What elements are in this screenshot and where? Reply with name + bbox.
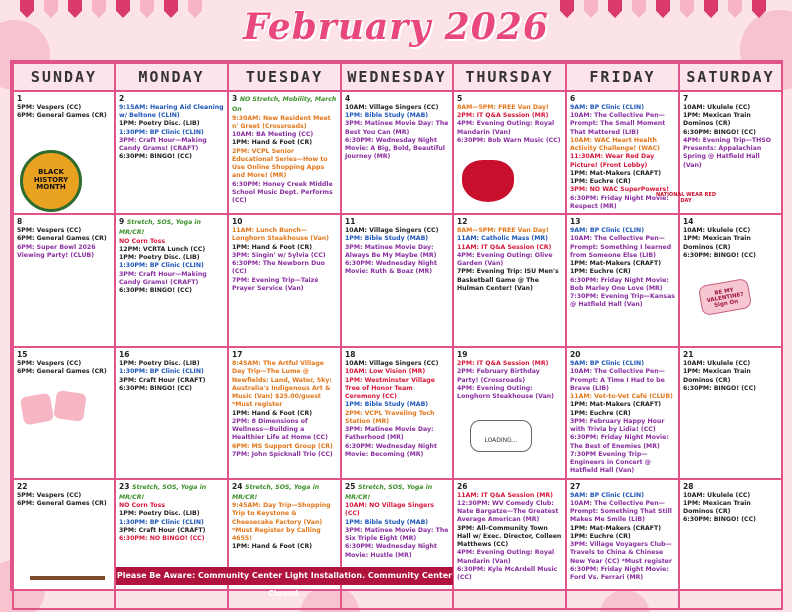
day-number-text: 12: [457, 217, 468, 227]
event-item: 10AM: Village Singers (CC): [345, 103, 439, 111]
day-number-text: 23: [119, 481, 130, 491]
event-item: 1PM: Hand & Foot (CR): [232, 243, 313, 251]
day-cell: [566, 214, 679, 347]
day-number: [232, 350, 337, 360]
event-item: 6:30PM: Wednesday Night Movie: Ruth & Boaz (MR): [345, 260, 437, 276]
day-cell: [115, 347, 228, 478]
day-number-text: 26: [457, 481, 468, 491]
event-item: 6:30PM: Kyle McArdell Music (CC): [457, 565, 558, 582]
event-item: 3PM: Craft Hour—Making Candy Grams! (CRAFT): [119, 270, 207, 286]
day-note: Stretch, SOS, Yoga in MR/CR!: [119, 219, 201, 237]
day-cell: [453, 479, 566, 609]
wear-red-day-logo: NATIONAL WEAR RED DAY: [656, 192, 716, 204]
event-item: 5PM: Vespers (CC): [17, 227, 82, 235]
day-cell: [566, 347, 679, 478]
day-cell: [228, 214, 341, 347]
event-item: 6:30PM: NO BINGO! (CC): [119, 535, 205, 543]
event-item: 11AM: IT Q&A Session (CR): [457, 243, 552, 251]
day-number-text: 28: [683, 481, 694, 491]
day-number-text: 11: [345, 217, 356, 227]
event-item: 1PM: Mat-Makers (CRAFT): [570, 524, 662, 532]
event-item: 9:30AM: New Resident Meet n' Greet (Crossroads): [232, 114, 331, 130]
event-item: 6:30PM: Wednesday Night Movie: Becoming (MR): [345, 442, 437, 458]
day-note: Stretch, SOS, Yoga in MR/CR!: [232, 483, 320, 501]
event-item: 5PM: Vespers (CC): [17, 103, 82, 111]
day-cell: [115, 214, 228, 347]
calendar-grid: [12, 62, 783, 610]
loading-hearts-image: LOADING...: [470, 420, 532, 452]
day-number-text: 17: [232, 350, 243, 360]
day-cell: [228, 347, 341, 478]
black-history-badge: BLACK HISTORY MONTH: [20, 150, 82, 212]
event-item: 3PM: Craft Hour (CRAFT): [119, 526, 206, 534]
day-number: [232, 482, 337, 503]
day-cell: [115, 91, 228, 214]
day-number: [570, 350, 675, 360]
day-number-text: 14: [683, 217, 694, 227]
event-item: 10AM: Ukulele (CC): [683, 491, 751, 499]
day-number: [345, 94, 449, 104]
event-item: 6:30PM: The Newborn Duo (CC): [232, 260, 325, 276]
day-number-text: 9: [119, 217, 125, 227]
event-item: 6:30PM: BINGO! (CC): [119, 287, 192, 295]
day-number: [570, 482, 675, 492]
event-item: 2PM: IT Q&A Session (MR): [457, 360, 549, 368]
heart-cookie-image: [20, 393, 54, 426]
day-number-text: 15: [17, 350, 28, 360]
event-item: 3PM: All-Community Town Hall w/ Exec. Director, Colleen Matthews (CC): [457, 524, 562, 549]
day-number-text: 16: [119, 350, 130, 360]
day-number: [345, 482, 449, 503]
event-item: 10AM: NO Village Singers (CC): [345, 502, 435, 518]
day-number-text: 4: [345, 94, 351, 103]
event-item: 6:30PM: Bob Warn Music (CC): [457, 136, 561, 144]
event-item: 8AM—5PM: FREE Van Day!: [457, 103, 549, 111]
event-item: 4PM: Evening Outing: Longhorn Steakhouse (Van): [457, 384, 554, 401]
day-number: [457, 350, 562, 360]
event-item: 1PM: Poetry Disc. (LIB): [119, 120, 200, 128]
event-item: 2PM: VCPL Traveling Tech Station (MR): [345, 409, 435, 425]
day-number-text: 1: [17, 94, 23, 103]
event-item: 1PM: Hand & Foot (CR): [232, 139, 313, 147]
day-number-text: 21: [683, 350, 694, 360]
day-number-text: 25: [345, 481, 356, 491]
calendar-title: February 2026: [243, 6, 549, 48]
event-item: 6:30PM: BINGO! (CC): [119, 153, 192, 161]
event-item: 10AM: The Collective Pen—Prompt: A Time I Had to be Brave (LIB): [570, 368, 665, 392]
event-item: 9AM: BP Clinic (CLIN): [570, 103, 645, 111]
event-item: 6:30PM: BINGO! (CC): [683, 251, 756, 259]
day-cell: [566, 479, 679, 609]
event-item: 6:30PM: BINGO! (CC): [119, 384, 192, 392]
event-item: 5PM: Vespers (CC): [17, 491, 82, 499]
day-cell: [228, 91, 341, 214]
day-number-text: 13: [570, 217, 581, 227]
day-note: Stretch, SOS, Yoga in MR/CR!: [119, 483, 207, 501]
event-item: 4PM: Evening Outing: Olive Garden (Van): [457, 251, 553, 268]
event-item: NO Corn Toss: [119, 237, 166, 245]
event-item: 1PM: Bible Study (MAB): [345, 235, 429, 243]
day-cell: [453, 347, 566, 478]
weekday-header: SUNDAY: [13, 63, 115, 91]
event-item: 6:30PM: Friday Night Movie: Respect (MR): [570, 194, 669, 210]
event-item: 8:45AM: The Artful Village Day Trip—The Lume @ Newfields: Land, Water, Sky: Australia's Indigenous Art & Music (Van) $25.00/guest *Must register: [232, 360, 332, 409]
event-item: 7:30PM: Evening Trip—Kansas @ Hatfield Hall (Van): [570, 293, 675, 309]
event-item: 1PM: Euchre (CR): [570, 409, 631, 417]
event-item: 1PM: Poetry Disc. (LIB): [119, 360, 200, 368]
event-item: 11AM: Vet-to-Vet Café (CLUB): [570, 393, 673, 401]
event-item: 10AM: BA Meeting (CC): [232, 131, 314, 138]
event-item: 1PM: Hand & Foot (CR): [232, 543, 313, 551]
event-item: 4PM: Evening Trip—THSO Presents: Appalachian Spring @ Hatfield Hall (Van): [683, 136, 772, 169]
day-number: [345, 217, 449, 227]
week-row: [13, 479, 782, 609]
event-item: 9:45AM: Day Trip—Shopping Trip to Keystone & Cheesecake Factory (Van) *Must Register by Calling 4655!: [232, 502, 331, 543]
weekday-header: SATURDAY: [679, 63, 782, 91]
day-number: [17, 482, 111, 492]
day-cell: [341, 214, 453, 347]
event-item: 3PM: Matinee Movie Day: Fatherhood (MR): [345, 426, 434, 442]
day-number-text: 27: [570, 481, 581, 491]
weekday-header: MONDAY: [115, 63, 228, 91]
weekday-header: TUESDAY: [228, 63, 341, 91]
day-number-text: 7: [683, 94, 689, 103]
event-item: 1PM: Mat-Makers (CRAFT): [570, 260, 662, 268]
day-number: [119, 350, 224, 360]
week-row: [13, 214, 782, 347]
day-cell: [679, 347, 782, 478]
event-item: 1PM: Euchre (CR): [570, 532, 631, 540]
event-item: 1PM: Euchre (CR): [570, 178, 631, 186]
event-item: 6PM: General Games (CR): [17, 499, 107, 507]
day-number-text: 20: [570, 350, 581, 360]
day-number: [683, 350, 778, 360]
day-number-text: 2: [119, 94, 125, 103]
day-number: [17, 94, 111, 104]
event-item: 1:30PM: BP Clinic (CLIN): [119, 262, 204, 270]
event-item: 10AM: WAC Heart Health Activity Challenge! (WAC): [570, 136, 660, 153]
event-item: 1PM: Bible Study (MAB): [345, 112, 429, 120]
day-number: [345, 350, 449, 360]
event-item: 3PM: Craft Hour (CRAFT): [119, 376, 206, 384]
day-number-text: 10: [232, 217, 243, 227]
event-item: 1:30PM: BP Clinic (CLIN): [119, 368, 204, 376]
event-item: 7PM: John Spicknall Trio (CC): [232, 450, 333, 458]
event-item: 6PM: General Games (CR): [17, 235, 107, 243]
event-item: 10AM: Ukulele (CC): [683, 360, 751, 368]
event-item: 6:30PM: Wednesday Night Movie: A Big, Bold, Beautiful Journey (MR): [345, 136, 445, 161]
event-item: 1PM: Mexican Train Dominos (CR): [683, 112, 751, 128]
event-item: 7:30PM Evening Trip—Engineers in Concert @ Hatfield Hall (Van): [570, 450, 651, 475]
heart-cookie-image: [53, 390, 87, 422]
event-item: 6:30PM: BINGO! (CC): [683, 516, 756, 524]
event-item: 1PM: Hand & Foot (CR): [232, 409, 313, 417]
chocolate-box-image: [462, 160, 514, 202]
day-number-text: 8: [17, 217, 23, 227]
event-item: 3PM: Matinee Movie Day: Always Be My Maybe (MR): [345, 243, 437, 259]
day-cell: [341, 91, 453, 214]
event-item: 10AM: The Collective Pen—Prompt: Something I learned from Someone Else (LIB): [570, 235, 672, 259]
day-note: Stretch, SOS, Yoga in MR/CR!: [345, 483, 433, 501]
day-number: [232, 217, 337, 227]
day-number-text: 24: [232, 481, 243, 491]
event-item: 8AM—5PM: FREE Van Day!: [457, 227, 549, 235]
weekday-header: THURSDAY: [453, 63, 566, 91]
calendar-frame: [10, 60, 783, 591]
event-item: 3PM: Village Voyagers Club—Travels to China & Chinese New Year (CC) *Must register: [570, 541, 672, 565]
event-item: 3PM: NO WAC SuperPowers!: [570, 186, 670, 194]
day-number: [457, 94, 562, 104]
event-item: 1PM: Westminster Village Tree of Honor Team Ceremony (CC): [345, 376, 435, 401]
event-item: 12PM: VCRTA Lunch (CC): [119, 245, 206, 253]
event-item: 3PM: February Happy Hour with Trivia by Lidia! (CC): [570, 417, 665, 434]
event-item: 10AM: The Collective Pen—Prompt: The Small Moment That Mattered (LIB): [570, 112, 666, 136]
day-cell: [13, 214, 115, 347]
event-item: 11AM: Catholic Mass (MR): [457, 235, 549, 243]
day-number: [17, 217, 111, 227]
day-note: NO Stretch, Mobility, March On: [232, 96, 337, 114]
day-number: [457, 482, 562, 492]
day-number: [570, 94, 675, 104]
event-item: 1PM: Mexican Train Dominos (CR): [683, 368, 751, 384]
event-item: 3PM: Matinee Movie Day: The Best You Can (MR): [345, 120, 449, 136]
day-number: [119, 94, 224, 104]
event-item: 11AM: Lunch Bunch—Longhorn Steakhouse (Van): [232, 227, 329, 243]
candy-heart-image: BE MY VALENTINE? Sign On: [698, 278, 752, 316]
event-item: NO Corn Toss: [119, 502, 166, 510]
event-item: 1PM: Mat-Makers (CRAFT): [570, 169, 662, 177]
event-item: 1PM: Bible Study (MAB): [345, 518, 429, 526]
event-item: 10AM: Village Singers (CC): [345, 227, 439, 235]
couple-on-bench-image: [30, 540, 105, 580]
event-item: 9AM: BP Clinic (CLIN): [570, 227, 645, 235]
event-item: 1PM: Poetry Disc. (LIB): [119, 510, 200, 518]
day-number: [683, 217, 778, 227]
day-number: [17, 350, 111, 360]
closure-notice: Please Be Aware: Community Center Light Installation. Community Center Closed.: [116, 567, 453, 585]
event-item: 6:30PM: BINGO! (CC): [683, 128, 756, 136]
event-item: 3PM: Singin' w/ Sylvia (CC): [232, 251, 326, 259]
day-number-text: 18: [345, 350, 356, 360]
event-item: 6:30PM: BINGO! (CC): [683, 384, 756, 392]
event-item: 2PM: February Birthday Party! (Crossroads): [457, 368, 540, 384]
event-item: 1:30PM: BP Clinic (CLIN): [119, 128, 204, 136]
event-item: 3PM: Matinee Movie Day: The Six Triple Eight (MR): [345, 526, 449, 543]
day-number: [119, 217, 224, 238]
day-cell: [115, 479, 228, 609]
event-item: 9:15AM: Hearing Aid Cleaning w/ Beltone (CLIN): [119, 103, 224, 120]
event-item: 1PM: Bible Study (MAB): [345, 401, 429, 409]
event-item: 2PM: IT Q&A Session (MR): [457, 112, 549, 120]
event-item: 12:30PM: WV Comedy Club: Nate Bargatze—The Greatest Average American (MR): [457, 499, 559, 524]
event-item: 9AM: BP Clinic (CLIN): [570, 360, 645, 368]
event-item: 4PM: Evening Outing: Royal Mandarin (Van): [457, 120, 555, 136]
event-item: 1PM: Euchre (CR): [570, 268, 631, 276]
day-cell: [341, 347, 453, 478]
day-number: [683, 94, 778, 104]
event-item: 6:30PM: Wednesday Night Movie: Hustle (MR): [345, 543, 437, 559]
event-item: 1:30PM: BP Clinic (CLIN): [119, 518, 204, 526]
event-item: 4PM: Evening Outing: Royal Mandarin (Van): [457, 549, 555, 565]
day-number: [119, 482, 224, 503]
event-item: 1PM: Mexican Train Dominos (CR): [683, 235, 751, 251]
day-number-text: 3: [232, 94, 238, 103]
event-item: 3PM: Craft Hour—Making Candy Grams! (CRAFT): [119, 136, 207, 153]
event-item: 2PM: 8 Dimensions of Wellness—Building a Healthier Life at Home (CC): [232, 417, 328, 442]
event-item: 6:30PM: Friday Night Movie: The Best of Enemies (MR): [570, 434, 669, 450]
event-item: 10AM: Village Singers (CC): [345, 360, 439, 368]
week-row: [13, 347, 782, 478]
day-number-text: 5: [457, 94, 463, 103]
event-item: 9AM: BP Clinic (CLIN): [570, 491, 645, 499]
event-item: 11AM: IT Q&A Session (MR): [457, 491, 553, 499]
event-item: 6PM: General Games (CR): [17, 368, 107, 376]
weekday-header: WEDNESDAY: [341, 63, 453, 91]
event-item: 10AM: Ukulele (CC): [683, 227, 751, 235]
event-item: 10AM: Low Vision (MR): [345, 368, 426, 376]
day-number: [683, 482, 778, 492]
event-item: 1PM: Poetry Disc. (LIB): [119, 254, 200, 262]
day-cell: [453, 214, 566, 347]
event-item: 6PM: General Games (CR): [17, 112, 107, 120]
event-item: 2PM: VCPL Senior Educational Series—How to Use Online Shopping Apps and More! (MR): [232, 147, 328, 180]
event-item: 7PM: Evening Trip: ISU Men's Basketball Game @ The Hulman Center! (Van): [457, 268, 559, 292]
event-item: 5PM: Vespers (CC): [17, 360, 82, 368]
day-cell: [679, 479, 782, 609]
day-number-text: 6: [570, 94, 576, 103]
day-number: [457, 217, 562, 227]
event-item: 1PM: Mat-Makers (CRAFT): [570, 401, 662, 409]
day-number-text: 19: [457, 350, 468, 360]
day-number: [570, 217, 675, 227]
day-number-text: 22: [17, 481, 28, 491]
weekday-header: FRIDAY: [566, 63, 679, 91]
event-item: 6:30PM: Honey Creek Middle School Music Dept. Performs (CC): [232, 180, 333, 204]
event-item: 6PM: MS Support Group (CR): [232, 442, 333, 450]
event-item: 6PM: Super Bowl 2026 Viewing Party! (CLUB): [17, 243, 96, 259]
event-item: 10AM: The Collective Pen—Prompt: Something That Still Makes Me Smile (LIB): [570, 499, 672, 524]
weekday-header-row: [13, 63, 782, 91]
event-item: 10AM: Ukulele (CC): [683, 103, 751, 111]
event-item: 7PM: Evening Trip—Taizé Prayer Service (Van): [232, 276, 319, 292]
event-item: 6:30PM: Friday Night Movie: Ford Vs. Ferrari (MR): [570, 565, 669, 582]
day-number: [232, 94, 337, 115]
event-item: 11:30AM: Wear Red Day Picture! (Front Lobby): [570, 153, 655, 169]
day-cell: [341, 479, 453, 609]
event-item: 1PM: Mexican Train Dominos (CR): [683, 499, 751, 516]
event-item: 6:30PM: Friday Night Movie: Bob Marley One Love (MR): [570, 276, 669, 292]
